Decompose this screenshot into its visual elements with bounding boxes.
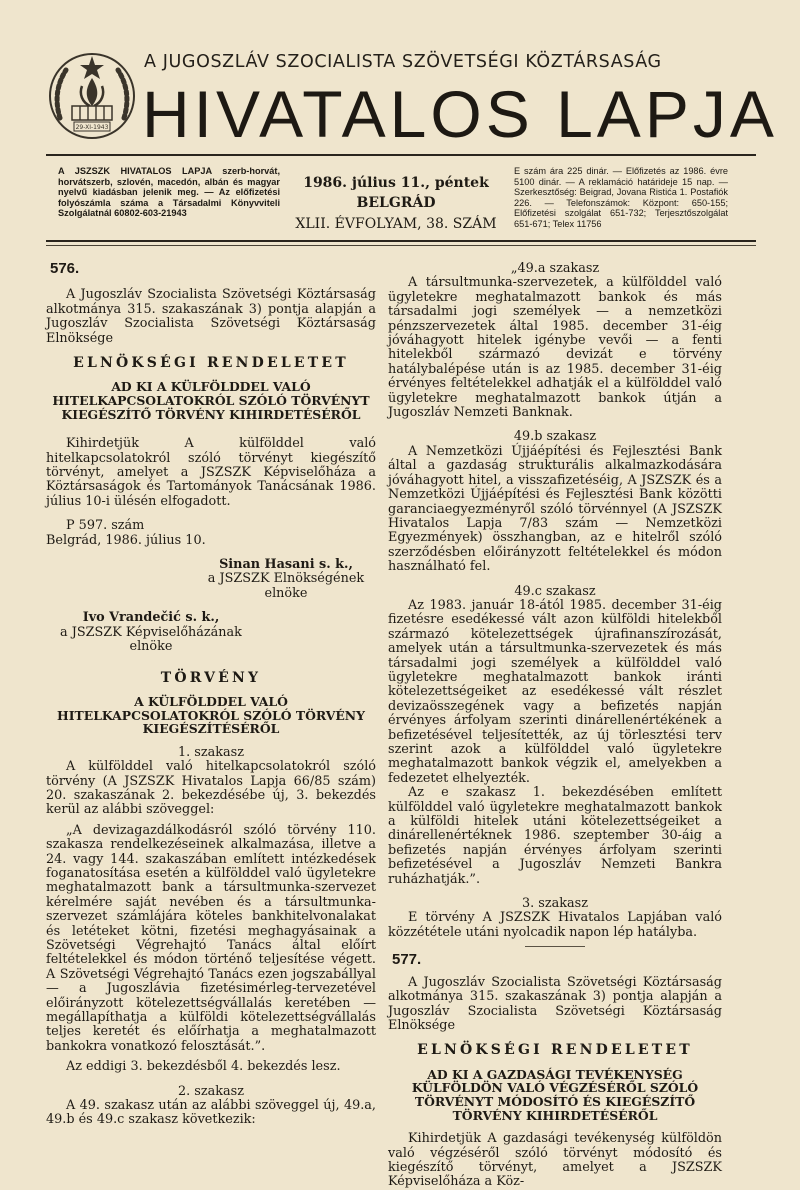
section-paragraph: „A devizagazdálkodásról szóló törvény 110. szakasza rendelkezéseinek alkalmazása, illetve a 24. vagy 144. szakaszában említett intézkedések foganatosítása esetén a külfölddel való ügyletekre meghatalmazott bank a társultmunka-szervezet kérelmére saját nevében és a társultmunka-szervezet számlájára köteles bankhitelvonalakat és letéteket kötni, fizetési meghagyásainak a Szövetségi Végrehajtó Tanács által előírt feltételekkel és módon történő teljesítése végett. A Szövetségi Végrehajtó Tanács ezen jogszabállyal — a Jugoszlávia fizetésimérleg-tervezetével előirányzott kötelezettségvállalás keretében — megállapíthatja a külföldi kötelezettségvállalás teljes keretét és előírhatja a meghatalmazott bankokra vonatkozó felosztását.”. (46, 822, 376, 1054)
section-paragraph: A Nemzetközi Újjáépítési és Fejlesztési Bank által a gazdaság strukturális alkalmazkodására jóváhagyott hitel, a visszafizetéséig, A JSZSZK és a Nemzetközi Újjáépítési és Fejlesztési Bank közötti garanciaegyezményről szóló törvénnyel (A JSZSZK Hivatalos Lapja 7/83 szám — Nemzetközi Egyezmények) összhangban, az e hitelről szóló szerződésben előirányzott feltételekkel és módon használható fel. (388, 443, 722, 575)
intro-paragraph: A Jugoszláv Szocialista Szövetségi Köztársaság alkotmánya 315. szakaszának 3) pontja alapján a Jugoszláv Szocialista Szövetségi Köztársaság Elnöksége (388, 974, 722, 1033)
promulgation-paragraph: Kihirdetjük A külfölddel való hitelkapcsolatokról szóló törvényt kiegészítő törvényt, amelyet a JSZSZK Képviselőháza a Köztársaságok és Tartományok Tanácsának 1986. július 10-i ülésén elfogadott. (46, 436, 376, 509)
item-number: 576. (50, 260, 80, 277)
signatory-name: Sinan Hasani s. k., (219, 557, 353, 573)
section-title: 2. szakasz (178, 1083, 244, 1099)
section-title: 1. szakasz (178, 744, 244, 760)
state-emblem (46, 48, 138, 144)
section-paragraph: A külfölddel való hitelkapcsolatokról szóló törvény (A JSZSZK Hivatalos Lapja 66/85 szám) 20. szakaszának 2. bekezdésébe új, 3. bekezdés kerül az alábbi szöveggel: (46, 759, 376, 818)
header-rule-top (46, 154, 756, 156)
signatory-role: a JSZSZK Képviselőházának (60, 624, 242, 640)
promulgation-paragraph: Kihirdetjük A gazdasági tevékenység külföldön való végzéséről szóló törvényt módosító és kiegészítő törvényt, amelyet a JSZSZK Képviselőháza a Köz- (388, 1131, 722, 1190)
issue-volume: XLII. ÉVFOLYAM, 38. SZÁM (295, 216, 497, 232)
header-rule-thin (46, 245, 756, 246)
signatory-role: a JSZSZK Elnökségének (207, 571, 365, 587)
emblem-date: 29-XI-1943 (75, 124, 109, 131)
section-paragraph: Az eddigi 3. bekezdésből 4. bekezdés lesz. (66, 1059, 341, 1075)
law-heading: TÖRVÉNY (160, 669, 262, 686)
decree-title: AD KI A KÜLFÖLDDEL VALÓ HITELKAPCSOLATOKRÓL SZÓLÓ TÖRVÉNYT KIEGÉSZÍTŐ TÖRVÉNY KIHIRDETÉSÉRŐL (52, 379, 370, 422)
signature-block-2 (46, 611, 256, 654)
section-title: „49.a szakasz (510, 261, 600, 276)
place-date: Belgrád, 1986. július 10. (46, 532, 206, 548)
separator-rule (525, 946, 585, 947)
issue-city: BELGRÁD (356, 195, 436, 211)
section-paragraph: Az e szakasz 1. bekezdésében említett külfölddel való ügyletekre meghatalmazott bankok a külföldi hitelek utáni kötelezettségeiket a dinárellenértéknek 1986. szeptember 30-áig a befizetés napján érvényes árfolyam szerinti befizetésével a Jugoszláv Nemzeti Bankra ruházhatják.”. (388, 785, 722, 887)
section-title: 3. szakasz (522, 896, 588, 912)
section-paragraph: E törvény A JSZSZK Hivatalos Lapjában való közzététele utáni nyolcadik napon lép hatályba. (388, 910, 722, 940)
publication-info: A JSZSZK HIVATALOS LAPJA szerb-horvát, horvátszerb, szlovén, macedón, albán és magyar nyelvű kiadásban jelenik meg. — Az előfizetési folyószámla száma a Társadalmi Könyvviteli Szolgálatnál 60802-603-21943 (58, 166, 280, 219)
item-number: 577. (392, 951, 422, 969)
decree-heading: ELNÖKSÉGI RENDELETET (73, 355, 349, 372)
masthead-title: HIVATALOS LAPJA (142, 77, 778, 151)
header-rule-bottom (46, 240, 756, 242)
issue-info (276, 174, 516, 234)
section-title: 49.c szakasz (514, 583, 596, 599)
intro-paragraph: A Jugoszláv Szocialista Szövetségi Köztársaság alkotmánya 315. szakaszának 3) pontja alapján a Jugoszláv Szocialista Szövetségi Köztársaság Elnöksége (46, 287, 376, 346)
law-title: A KÜLFÖLDDEL VALÓ HITELKAPCSOLATOKRÓL SZÓLÓ TÖRVÉNY KIEGÉSZÍTÉSÉRŐL (57, 693, 365, 737)
section-paragraph: Az 1983. január 18-ától 1985. december 31-éig fizetésre esedékessé vált azon külföldi hitelekből származó kötelezettségek újrafinanszírozását, amelyek után a társultmunka-szervezetek és más társadalmi jogi személyek a külfölddel való ügyletekre meghatalmazott bankok iránti kötelezettségeiket az esedékessé vált részlet devizaösszegének vagy a befizetés napján érvényes árfolyam szerinti dinárellenértékének a befizetésével teljesítették, az új törlesztési terv szerint azok a külfölddel való ügyletekre meghatalmazott bankok végzik el, amelyekben a fedezetet elhelyezték. (388, 597, 722, 786)
masthead-supertitle: A JUGOSZLÁV SZOCIALISTA SZÖVETSÉGI KÖZTÁRSASÁG (144, 52, 662, 72)
decree-heading: ELNÖKSÉGI RENDELETET (417, 1042, 693, 1059)
signatory-role: elnöke (264, 585, 308, 601)
subscription-info: E szám ára 225 dinár. — Előfizetés az 1986. évre 5100 dinár. — A reklamáció határideje 15 nap. — Szerkesztőség: Beigrad, Jovana Ristića 1. Postafiók 226. — Telefonszámok: Központ: 650-155; Előfizetési szolgálat 651-732; Terjesztőszolgálat 651-671; Telex 11756 (514, 166, 728, 229)
section-paragraph: A társultmunka-szervezetek, a külfölddel való ügyletekre meghatalmazott bankok és más társadalmi jogi személyek — a nemzetközi pénzszervezetek által 1985. december 31-éig jóváhagyott hitelek igénybe vevői — a fenti hitelekből származó devizát e törvény hatálybalépése után is az 1985. december 31-éig érvényes feltételekkel adhatják el a külfölddel való ügyletekre meghatalmazott bankok útján a Jugoszláv Nemzeti Banknak. (388, 275, 722, 421)
left-column (46, 262, 376, 1128)
right-column (388, 262, 722, 1190)
reference-number: P 597. szám (66, 518, 145, 534)
section-paragraph: A 49. szakasz után az alábbi szöveggel új, 49.a, 49.b és 49.c szakasz következik: (46, 1098, 376, 1128)
decree-title: AD KI A GAZDASÁGI TEVÉKENYSÉG KÜLFÖLDÖN VALÓ VÉGZÉSÉRŐL SZÓLÓ TÖRVÉNYT MÓDOSÍTÓ ÉS KIEGÉSZÍTŐ TÖRVÉNY KIHIRDETÉSÉRŐL (411, 1066, 699, 1123)
signatory-role: elnöke (129, 639, 173, 655)
section-title: 49.b szakasz (513, 429, 597, 445)
signature-block-1 (196, 558, 376, 601)
issue-date: 1986. július 11., péntek (303, 175, 489, 191)
signatory-name: Ivo Vrandečić s. k., (82, 610, 220, 626)
